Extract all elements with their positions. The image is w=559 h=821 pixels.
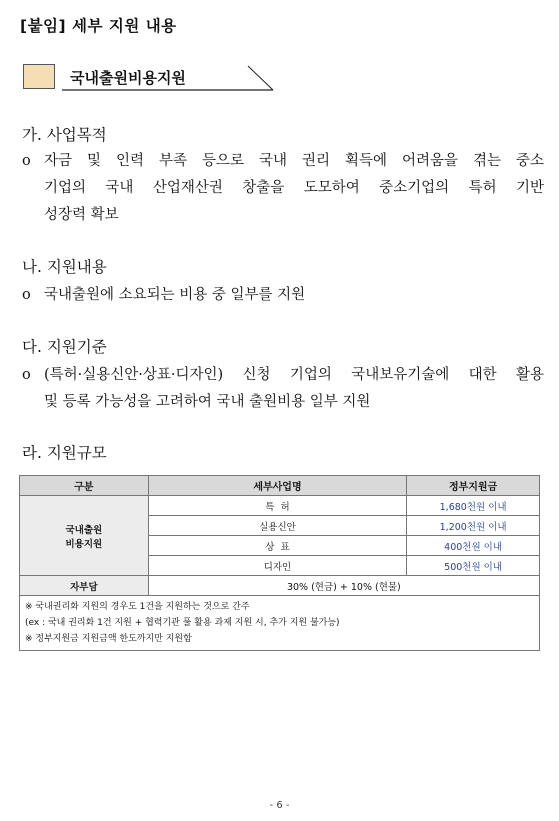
notes-row bbox=[20, 596, 540, 651]
section-marker-box bbox=[23, 64, 55, 89]
section-title: 국내출원비용지원 bbox=[70, 69, 186, 87]
table-header-row bbox=[20, 476, 540, 496]
support-amount: 1,680천원 이내 bbox=[407, 496, 540, 516]
heading-purpose: 가. 사업목적 bbox=[22, 126, 107, 144]
note-line: ※ 국내권리화 지원의 경우도 1건을 지원하는 것으로 간주 bbox=[25, 602, 250, 612]
content-item bbox=[22, 282, 542, 309]
section-title-box bbox=[62, 64, 274, 91]
support-scale-table bbox=[19, 475, 540, 651]
note-line: ※ 정부지원금 지원금액 한도까지만 지원함 bbox=[25, 634, 192, 644]
purpose-line-1: 자금 및 인력 부족 등으로 국내 권리 획득에 어려움을 겪는 중소 bbox=[44, 153, 544, 169]
program-name: 특 허 bbox=[148, 496, 406, 516]
heading-criteria: 다. 지원기준 bbox=[22, 338, 107, 356]
self-burden-value: 30% (현금) + 10% (현물) bbox=[148, 576, 539, 596]
heading-scale: 라. 지원규모 bbox=[22, 444, 107, 462]
purpose-item bbox=[22, 148, 542, 229]
note-line: (ex : 국내 권리화 1건 지원 + 협력기관 풀 활용 과제 지원 시, 추가 지원 불가능) bbox=[25, 618, 340, 628]
self-burden-row bbox=[20, 576, 540, 596]
support-amount: 1,200천원 이내 bbox=[407, 516, 540, 536]
support-amount: 400천원 이내 bbox=[407, 536, 540, 556]
criteria-item bbox=[22, 362, 542, 416]
table-notes bbox=[20, 596, 540, 651]
program-name: 상 표 bbox=[148, 536, 406, 556]
criteria-line-1: (특허·실용신안·상표·디자인) 신청 기업의 국내보유기술에 대한 활용 bbox=[44, 367, 544, 383]
group-label bbox=[20, 496, 149, 576]
program-name: 디자인 bbox=[148, 556, 406, 576]
group-label-line-1: 국내출원 bbox=[65, 524, 103, 536]
group-label-line-2: 비용지원 bbox=[65, 538, 103, 550]
table-row bbox=[20, 496, 540, 516]
document-title: [붙임] 세부 지원 내용 bbox=[20, 17, 177, 35]
purpose-line-3: 성장력 확보 bbox=[44, 207, 119, 223]
purpose-line-2: 기업의 국내 산업재산권 창출을 도모하여 중소기업의 특허 기반 bbox=[44, 180, 544, 196]
criteria-line-2: 및 등록 가능성을 고려하여 국내 출원비용 일부 지원 bbox=[44, 394, 371, 410]
bullet: o bbox=[22, 153, 31, 169]
content-text: 국내출원에 소요되는 비용 중 일부를 지원 bbox=[44, 287, 306, 303]
support-amount: 500천원 이내 bbox=[407, 556, 540, 576]
header-category: 구분 bbox=[20, 476, 149, 496]
self-burden-label: 자부담 bbox=[20, 576, 149, 596]
heading-content: 나. 지원내용 bbox=[22, 258, 107, 276]
header-gov-support: 정부지원금 bbox=[407, 476, 540, 496]
bullet: o bbox=[22, 287, 31, 303]
program-name: 실용신안 bbox=[148, 516, 406, 536]
bullet: o bbox=[22, 367, 31, 383]
page-number: - 6 - bbox=[269, 800, 290, 811]
header-program-name: 세부사업명 bbox=[148, 476, 406, 496]
